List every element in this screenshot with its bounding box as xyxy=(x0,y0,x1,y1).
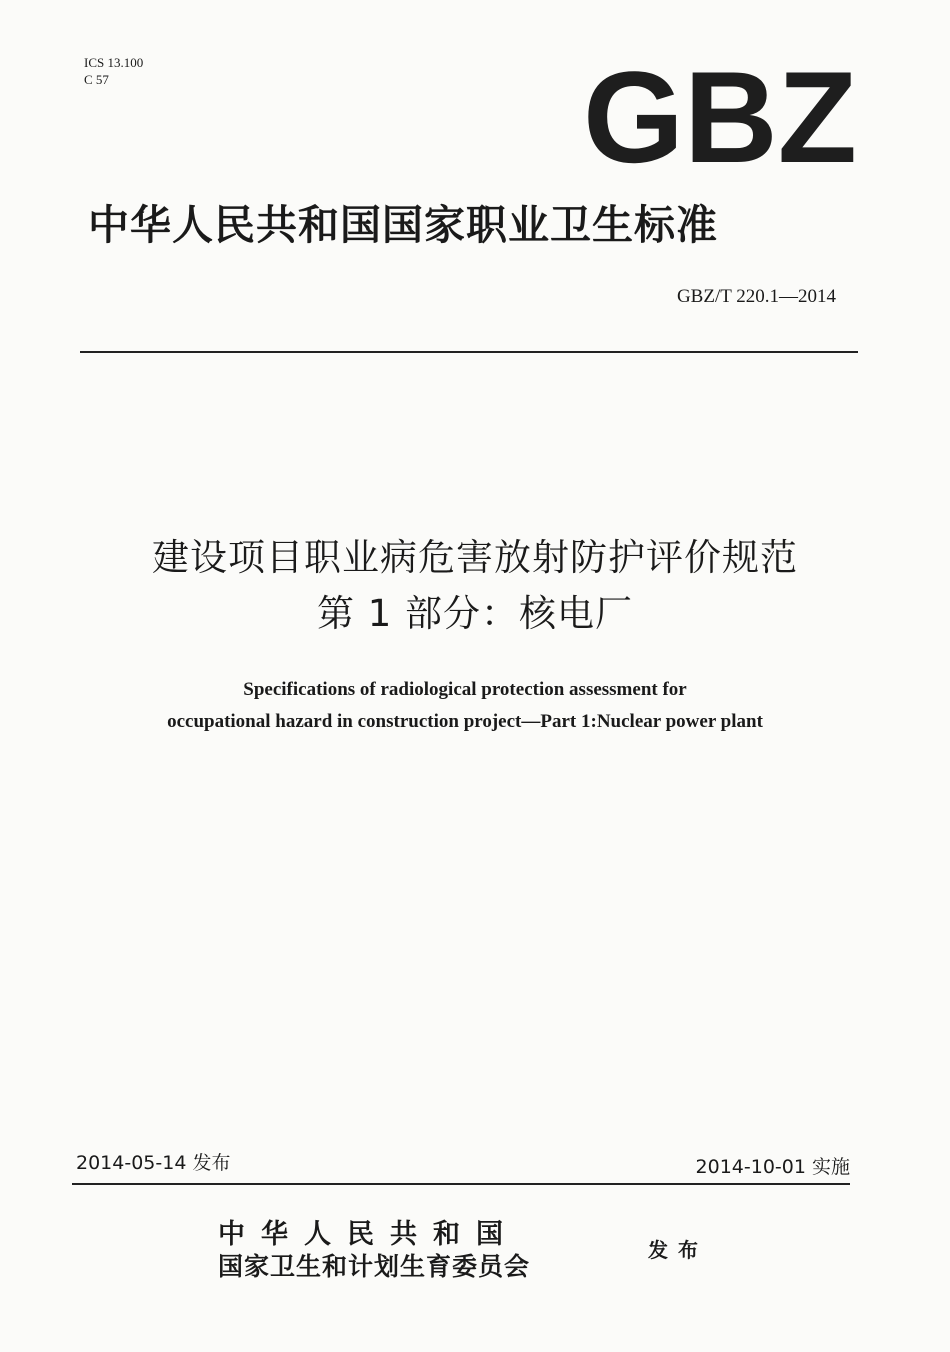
ics-code: ICS 13.100 xyxy=(84,55,144,70)
issue-date: 2014-05-14 发布 xyxy=(76,1152,231,1174)
standard-title: 中华人民共和国国家职业卫生标准 xyxy=(88,201,718,249)
document-title-english xyxy=(0,674,930,738)
issuer-line1: 中华人民共和国 xyxy=(218,1219,519,1250)
title-en-line1: Specifications of radiological protection assessment for xyxy=(243,679,687,700)
gbz-logo-text: GBZ xyxy=(583,64,857,170)
bottom-divider xyxy=(72,1183,850,1185)
top-divider xyxy=(80,351,858,353)
title-cn-line2: 第 1 部分：核电厂 xyxy=(316,592,634,635)
publish-label: 发布 xyxy=(648,1238,708,1262)
issuing-authority xyxy=(218,1218,530,1282)
title-en-line2: occupational hazard in construction project—Part 1:Nuclear power plant xyxy=(167,711,763,732)
issuer-line2: 国家卫生和计划生育委员会 xyxy=(218,1252,531,1281)
ccs-code: C 57 xyxy=(84,72,109,87)
standard-number: GBZ/T 220.1—2014 xyxy=(676,286,836,307)
classification-codes xyxy=(84,54,143,88)
document-title-chinese xyxy=(0,530,950,642)
implementation-date: 2014-10-01 实施 xyxy=(695,1156,850,1178)
title-cn-line1: 建设项目职业病危害放射防护评价规范 xyxy=(152,536,798,579)
gbz-logo xyxy=(580,64,860,170)
